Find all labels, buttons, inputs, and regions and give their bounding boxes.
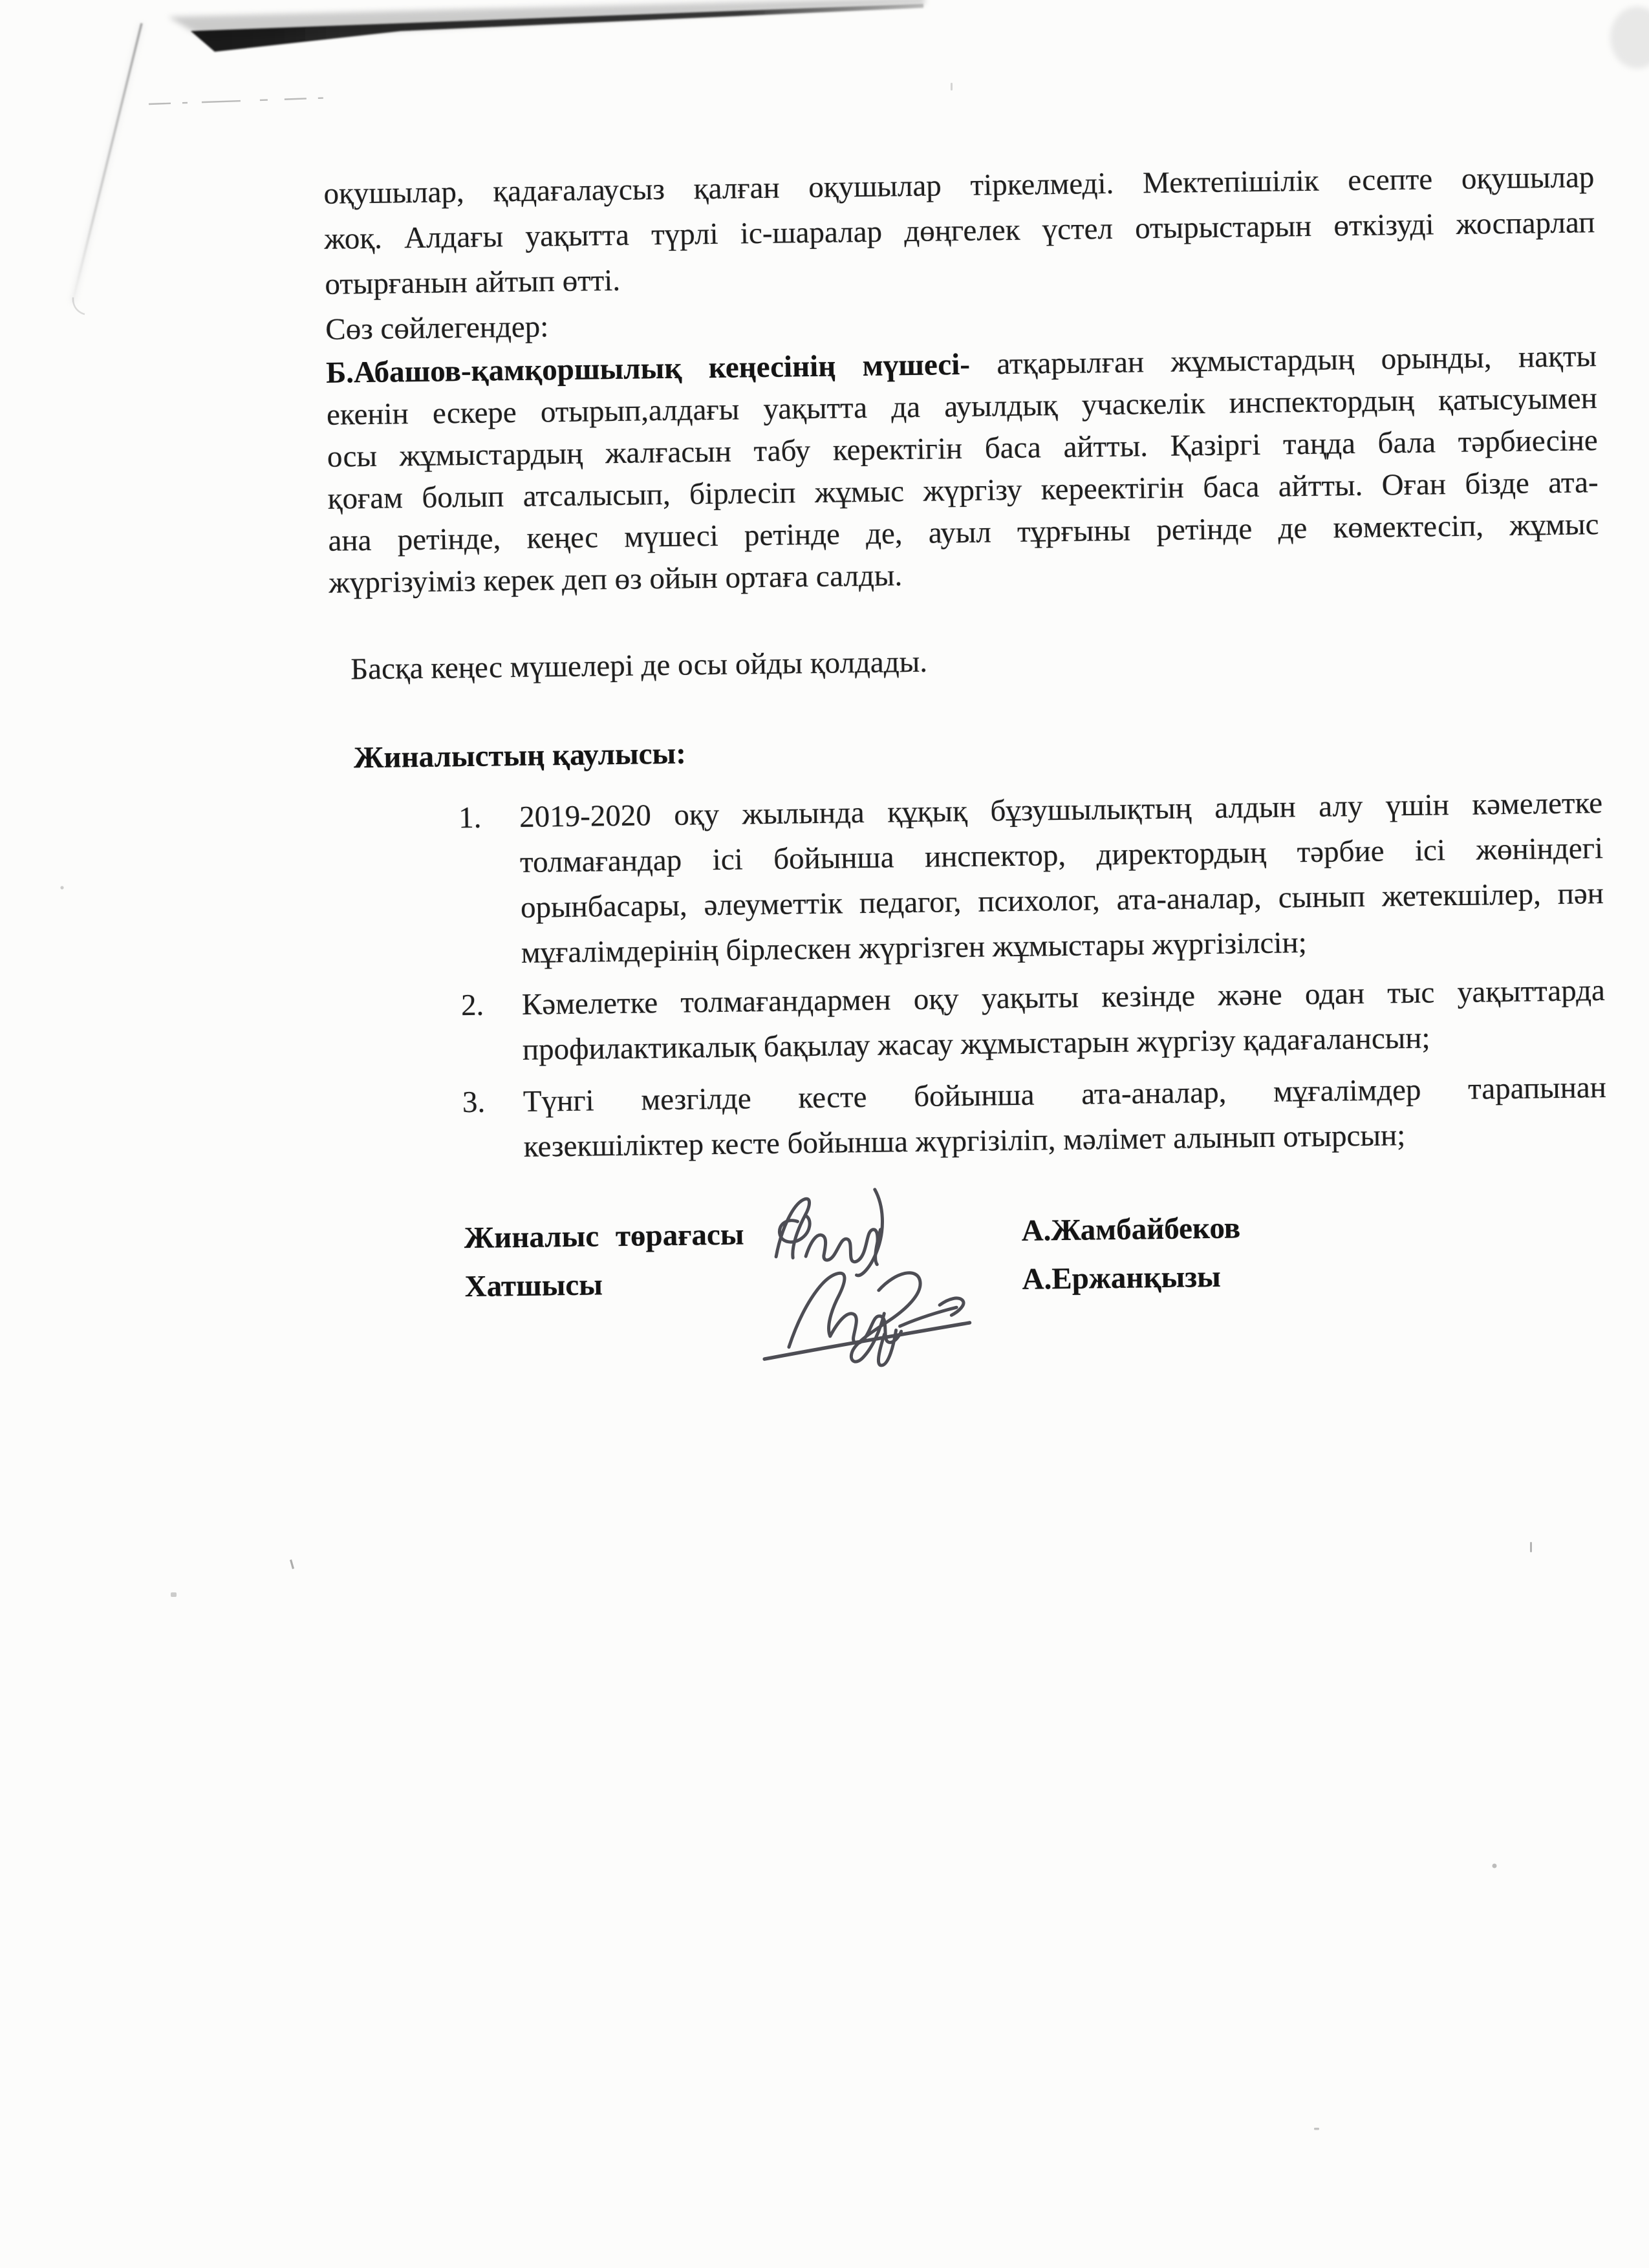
item-number: 1. bbox=[458, 800, 482, 835]
scan-left-edge-line bbox=[72, 23, 142, 303]
intro-paragraph bbox=[323, 155, 1596, 307]
item-line: орынбасары, әлеуметтік педагог, психолог, ата-аналар, сынып жетекшілер, пән bbox=[520, 877, 1604, 925]
signature-role: Хатшысы bbox=[464, 1268, 603, 1304]
paragraph-line: оқушылар, қадағалаусыз қалған оқушылар тіркелмеді. Мектепішілік есепте оқушылар bbox=[323, 160, 1595, 211]
speaker-name-bold: Б.Абашов-қамқоршылық кеңесінің мүшесі- bbox=[325, 347, 971, 390]
resolution-heading: Жиналыстың қаулысы: bbox=[353, 736, 687, 775]
item-number: 2. bbox=[460, 988, 484, 1023]
resolution-list bbox=[332, 780, 1607, 1172]
paragraph-line: жоқ. Алдағы уақытта түрлі іс-шаралар дөңгелек үстел отырыстарын өткізуді жоспарлап bbox=[324, 206, 1595, 256]
paragraph-line: осы жұмыстардың жалғасын табу керектігін баса айтты. Қазіргі таңда бала тәрбиесіне bbox=[327, 423, 1599, 474]
scan-top-edge-line bbox=[191, 4, 923, 52]
paragraph-line: жүргізуіміз керек деп өз ойын ортаға салды. bbox=[329, 559, 903, 600]
item-line: профилактикалық бақылау жасау жұмыстарын жүргізу қадағалансын; bbox=[522, 1021, 1430, 1067]
speakers-heading: Сөз сөйлегендер: bbox=[325, 310, 549, 347]
item-line: кезекшіліктер кесте бойынша жүргізіліп, мәлімет алынып отырсын; bbox=[523, 1118, 1406, 1164]
handwritten-signature-ink bbox=[724, 1171, 986, 1369]
scan-top-edge-shadow bbox=[168, 0, 925, 40]
signature-name: А.Ержанқызы bbox=[1022, 1259, 1222, 1296]
item-line: 2019-2020 оқу жылында құқық бұзушылықтың алдын алу үшін кәмелетке bbox=[519, 786, 1603, 834]
scan-dashed-mark bbox=[149, 98, 333, 104]
item-line: мұғалімдерінің бірлескен жүргізген жұмыстары жүргізілсін; bbox=[521, 926, 1308, 970]
item-number: 3. bbox=[462, 1085, 486, 1120]
support-statement: Басқа кеңес мүшелері де осы ойды қолдады. bbox=[350, 645, 928, 687]
item-line: толмағандар ісі бойынша инспектор, директордың тәрбие ісі жөніндегі bbox=[519, 831, 1604, 879]
item-line: Түнгі мезгілде кесте бойынша ата-аналар, мұғалімдер тарапынан bbox=[523, 1071, 1607, 1118]
item-line: Кәмелетке толмағандармен оқу уақыты кезінде және одан тыс уақыттарда bbox=[521, 974, 1606, 1022]
scan-corner-smudge bbox=[1610, 6, 1649, 69]
paragraph-line: екенін ескере отырып,алдағы уақытта да ауылдық учаскелік инспектордың қатысуымен bbox=[326, 381, 1598, 432]
scan-edge-hook bbox=[73, 297, 85, 314]
signature-name: А.Жамбайбеков bbox=[1021, 1211, 1241, 1248]
resolution-item bbox=[336, 1065, 1608, 1172]
document-content bbox=[323, 155, 1609, 1311]
resolution-item bbox=[334, 968, 1606, 1075]
speech-lead-rest: атқарылған жұмыстардың орынды, нақты bbox=[969, 339, 1597, 381]
paragraph-line: отырғанын айтып өтті. bbox=[325, 263, 621, 301]
paragraph-line: қоғам болып атсалысып, бірлесіп жұмыс жүргізу кереектігін баса айтты. Оған бізде ата- bbox=[327, 465, 1599, 516]
paragraph-line: ана ретінде, кеңес мүшесі ретінде де, ауыл тұрғыны ретінде де көмектесіп, жұмыс bbox=[328, 508, 1599, 558]
speech-paragraph bbox=[326, 336, 1600, 604]
resolution-item bbox=[332, 780, 1604, 978]
signature-role: Жиналыс төрағасы bbox=[464, 1217, 744, 1256]
